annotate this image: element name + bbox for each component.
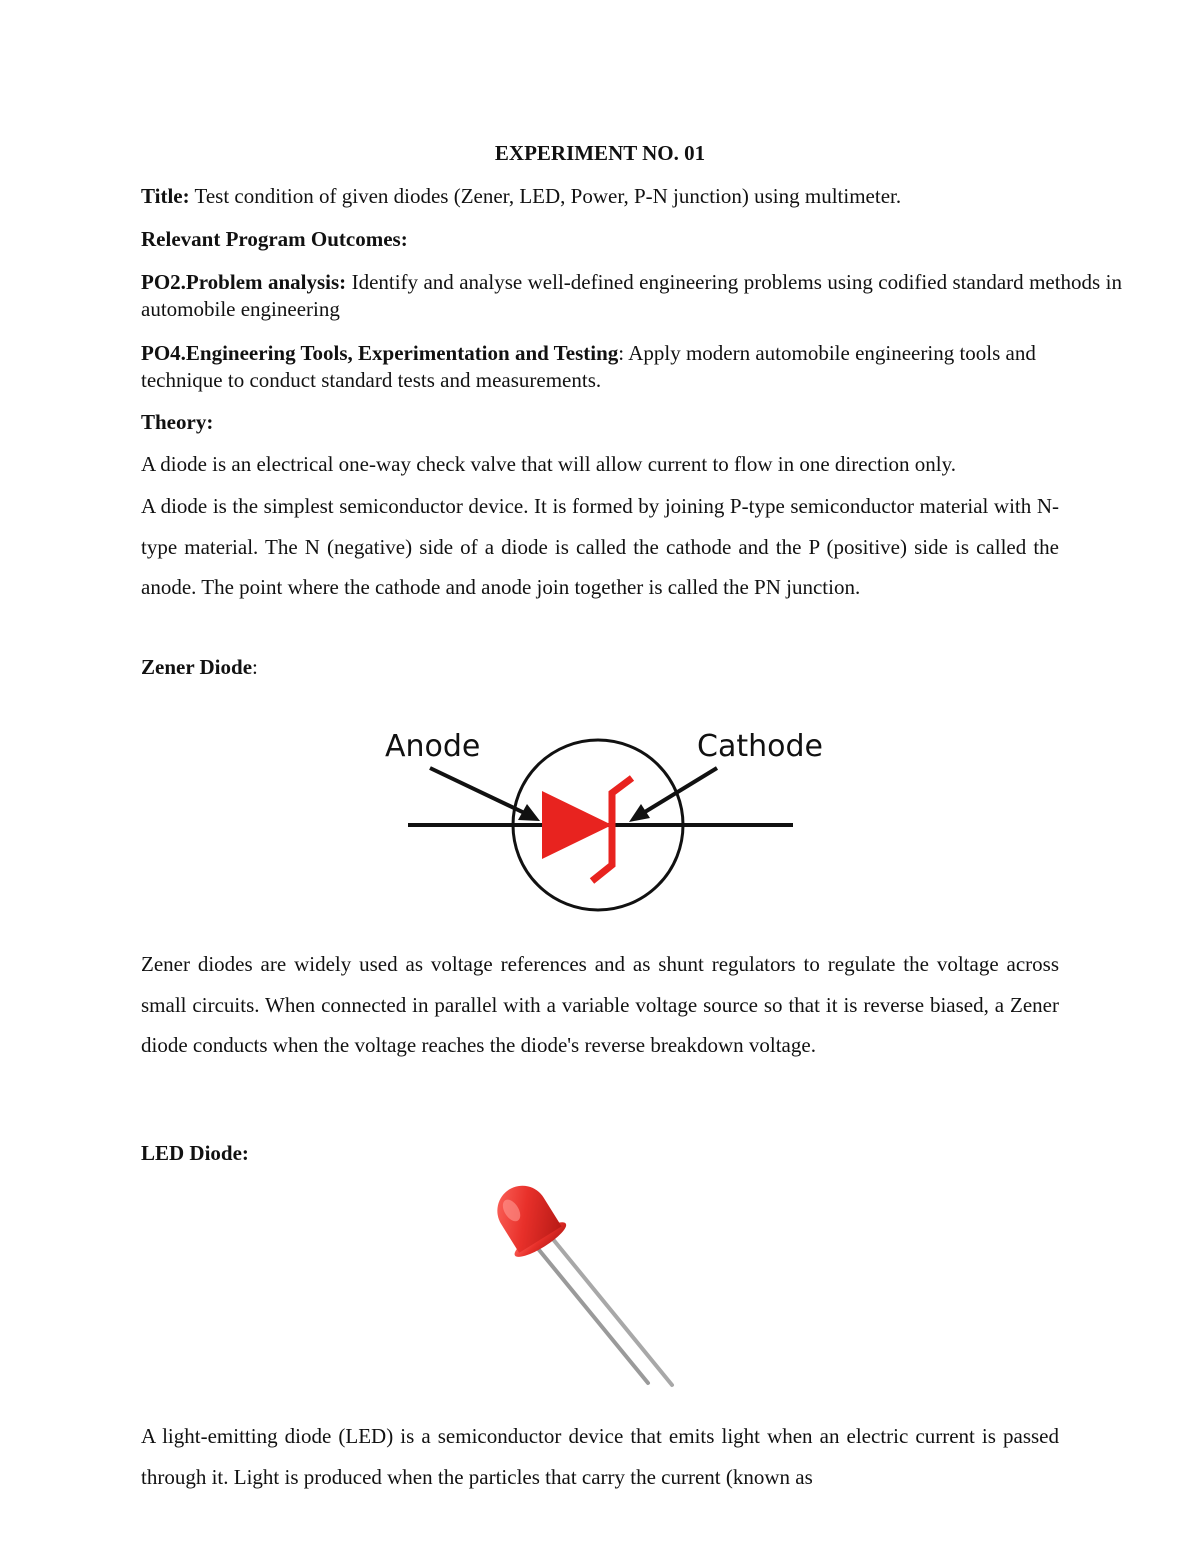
zener-diode-figure: [370, 715, 830, 920]
cathode-arrow: [635, 768, 717, 818]
title-line: [141, 184, 1122, 209]
experiment-heading: EXPERIMENT NO. 01: [494, 141, 706, 165]
po2-label: PO2.Problem analysis:: [141, 270, 347, 294]
title-label: Title:: [141, 184, 190, 208]
led-diode-figure: [480, 1180, 700, 1395]
cathode-label: Cathode: [697, 729, 823, 764]
theory-paragraph-1: A diode is an electrical one-way check valve that will allow current to flow in one direction only.: [141, 452, 957, 476]
led-body: [484, 1180, 570, 1262]
po4-paragraph: [141, 340, 1122, 394]
theory-paragraph-2: A diode is the simplest semiconductor device. It is formed by joining P-type semiconductor material with N-type material. The N (negative) side of a diode is called the cathode and the P (positive) side is called the anode. The point where the cathode and anode join together is called the PN junction.: [141, 494, 1059, 599]
led-lead-long: [535, 1245, 648, 1383]
po4-text: : Apply modern automobile engineering tools and technique to conduct standard tests and measurements.: [141, 341, 1036, 392]
title-text: Test condition of given diodes (Zener, LED, Power, P-N junction) using multimeter.: [189, 184, 902, 208]
po2-text: Identify and analyse well-defined engineering problems using codified standard methods in automobile engineering: [141, 270, 1122, 321]
anode-label: Anode: [385, 729, 481, 764]
po4-label: PO4.Engineering Tools, Experimentation and Testing: [141, 341, 619, 365]
theory-heading: Theory:: [141, 410, 214, 434]
zener-paragraph: Zener diodes are widely used as voltage references and as shunt regulators to regulate the voltage across small circuits. When connected in parallel with a variable voltage source so that it is reverse biased, a Zener diode conducts when the voltage reaches the diode's reverse breakdown voltage.: [141, 952, 1059, 1057]
diode-triangle: [542, 791, 612, 859]
led-heading: LED Diode:: [141, 1141, 249, 1165]
zener-heading: Zener Diode:: [141, 655, 258, 679]
led-lead-short: [552, 1238, 672, 1385]
po2-paragraph: [141, 269, 1122, 323]
outcomes-heading: Relevant Program Outcomes:: [141, 227, 408, 251]
led-paragraph: A light-emitting diode (LED) is a semiconductor device that emits light when an electric current is passed through it. Light is produced when the particles that carry the current (known as: [141, 1424, 1059, 1489]
